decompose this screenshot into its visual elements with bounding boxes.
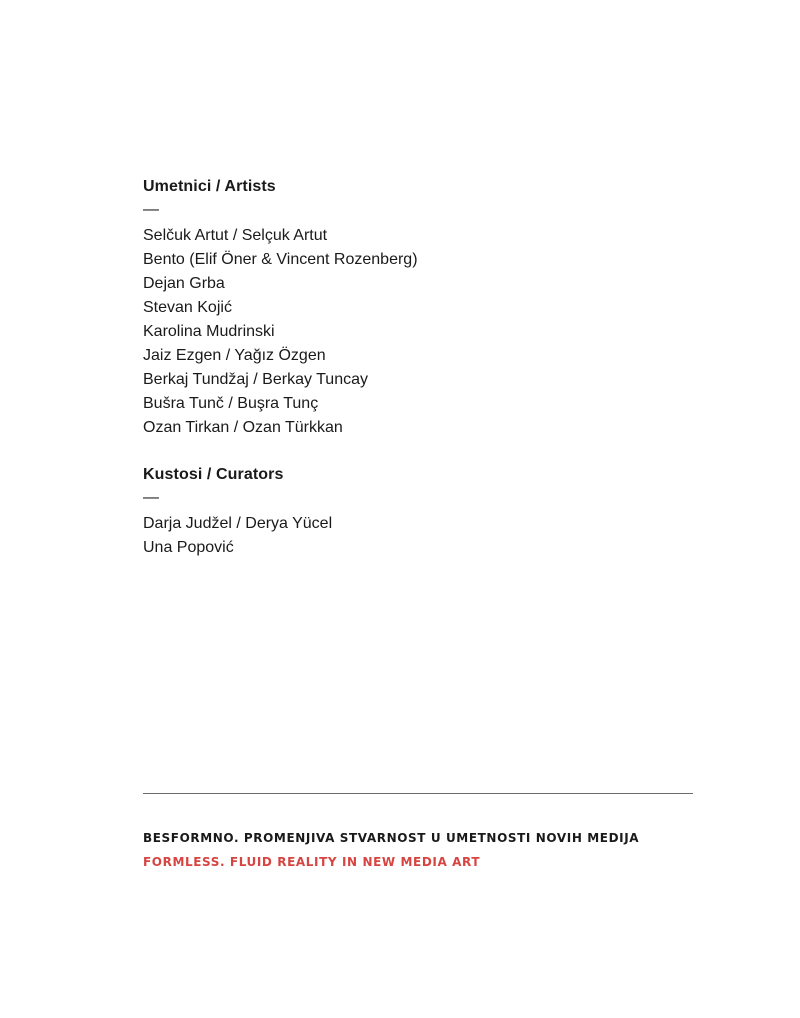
artist-name: Jaiz Ezgen / Yağız Özgen [143,347,326,364]
curators-heading: Kustosi / Curators [143,466,284,483]
artists-section [143,176,703,440]
artist-name: Bento (Elif Öner & Vincent Rozenberg) [143,251,418,268]
curator-name: Darja Judžel / Derya Yücel [143,515,333,532]
curators-dash: — [143,489,159,506]
artist-name: Selčuk Artut / Selçuk Artut [143,227,328,244]
curators-list [143,512,703,560]
artist-name: Dejan Grba [143,275,225,292]
artists-list [143,224,703,440]
artists-heading: Umetnici / Artists [143,178,276,195]
artist-name: Karolina Mudrinski [143,323,275,340]
artists-dash: — [143,201,159,218]
footer-title-english: FORMLESS. FLUID REALITY IN NEW MEDIA ART [143,855,481,869]
footer-title-serbian: BESFORMNO. PROMENJIVA STVARNOST U UMETNOSTI NOVIH MEDIJA [143,831,640,845]
footer-divider [143,793,693,794]
section-spacer [143,440,703,464]
artist-name: Berkaj Tundžaj / Berkay Tuncay [143,371,368,388]
artist-name: Bušra Tunč / Buşra Tunç [143,395,319,412]
artist-name: Stevan Kojić [143,299,232,316]
artist-name: Ozan Tirkan / Ozan Türkkan [143,419,343,436]
footer [143,826,703,874]
curators-section [143,464,703,560]
curator-name: Una Popović [143,539,234,556]
credits-content [143,176,703,560]
